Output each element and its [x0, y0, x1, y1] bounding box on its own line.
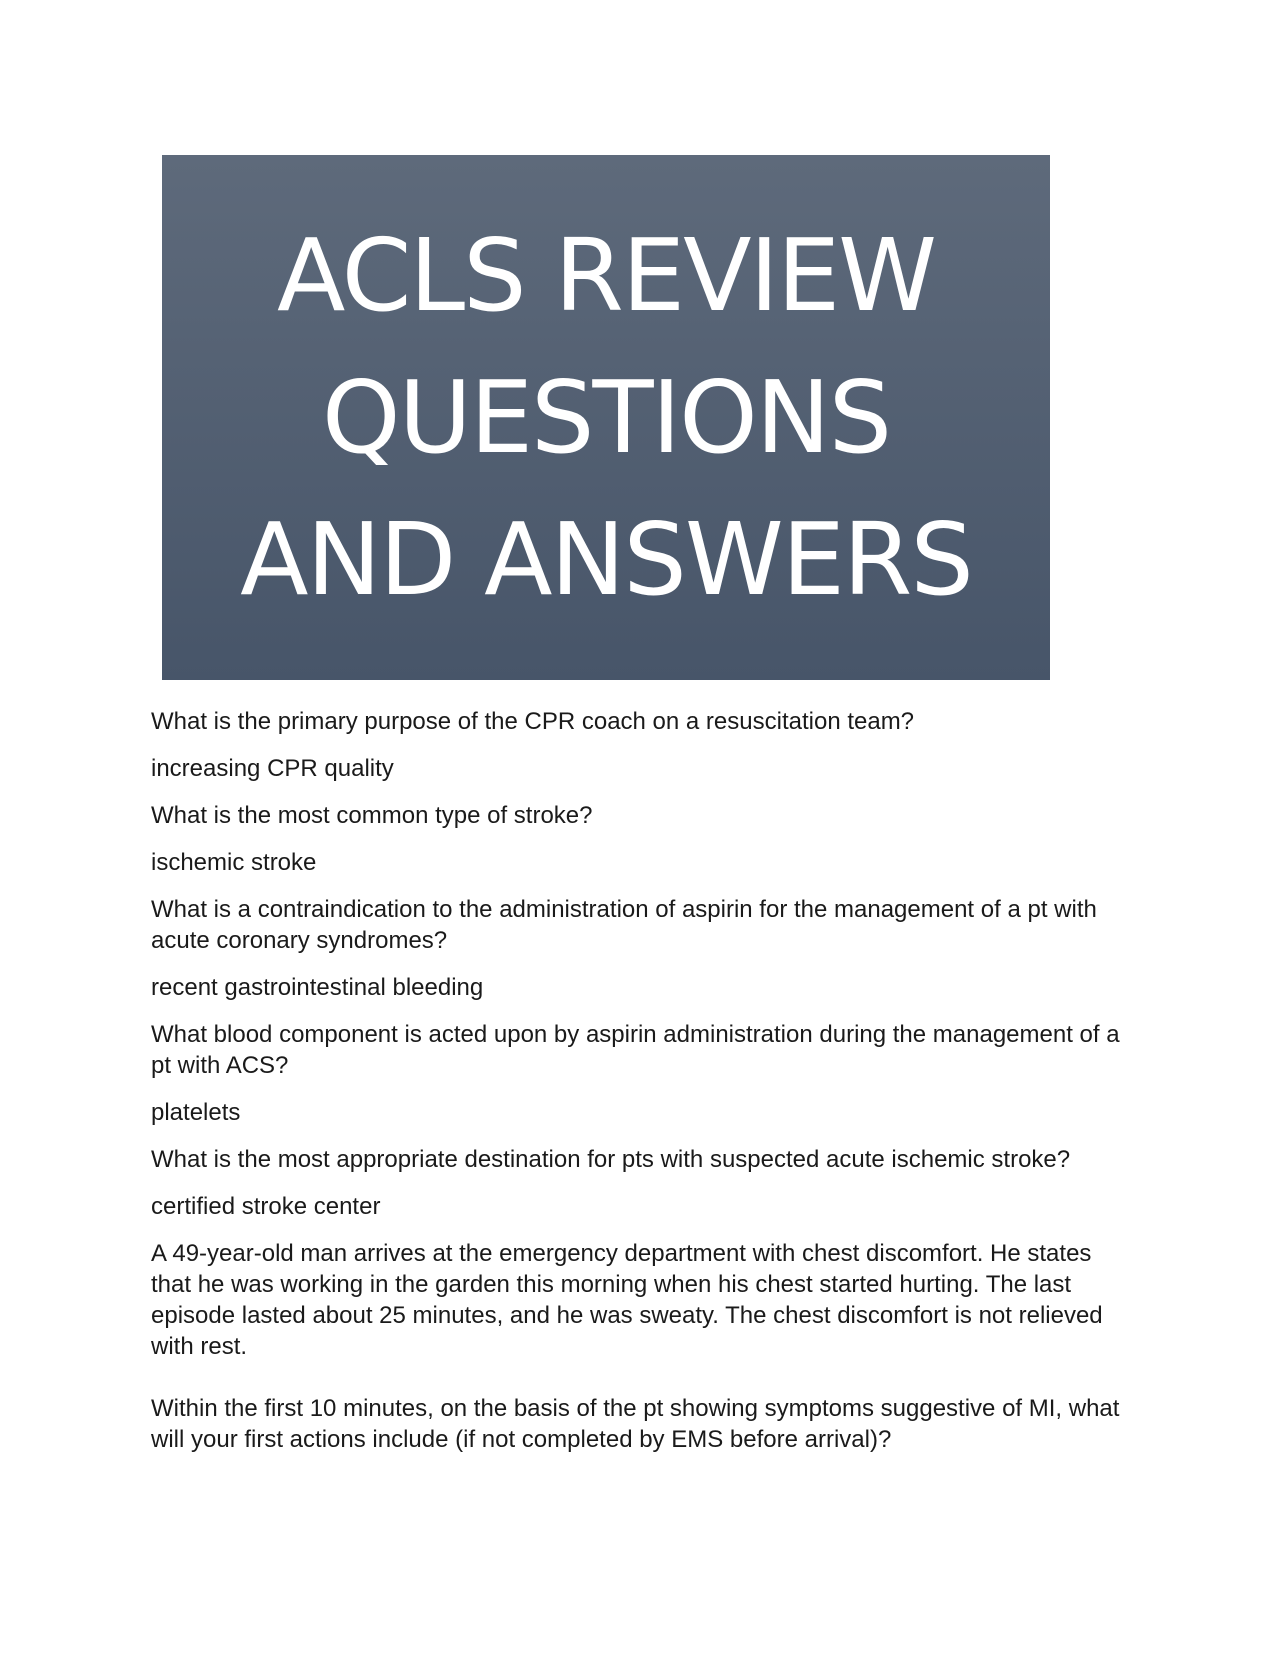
question-1: What is the primary purpose of the CPR coach on a resuscitation team?: [151, 708, 915, 735]
case-scenario: A 49-year-old man arrives at the emergency department with chest discomfort. He states that he was working in the garden this morning when his chest started hurting. The last episode lasted about 25 minutes, and he was sweaty. The chest discomfort is not relieved with rest.: [151, 1240, 1103, 1360]
answer-3: recent gastrointestinal bleeding: [151, 974, 484, 1001]
title-line-1: ACLS REVIEW: [276, 216, 936, 334]
answer-1: increasing CPR quality: [151, 755, 394, 782]
title-line-2: QUESTIONS: [321, 358, 891, 476]
answer-5: certified stroke center: [151, 1193, 381, 1220]
title-line-3: AND ANSWERS: [240, 500, 972, 618]
question-5: What is the most appropriate destination for pts with suspected acute ischemic stroke?: [151, 1146, 1071, 1173]
question-4: What blood component is acted upon by aspirin administration during the management of a pt with ACS?: [151, 1021, 1120, 1079]
question-6: Within the first 10 minutes, on the basis of the pt showing symptoms suggestive of MI, what will your first actions include (if not completed by EMS before arrival)?: [151, 1395, 1120, 1453]
question-2: What is the most common type of stroke?: [151, 802, 593, 829]
answer-2: ischemic stroke: [151, 849, 317, 876]
title-banner: [162, 155, 1050, 680]
question-3: What is a contraindication to the administration of aspirin for the management of a pt with acute coronary syndromes?: [151, 896, 1097, 954]
answer-4: platelets: [151, 1099, 241, 1126]
qa-content: [151, 706, 1131, 1471]
